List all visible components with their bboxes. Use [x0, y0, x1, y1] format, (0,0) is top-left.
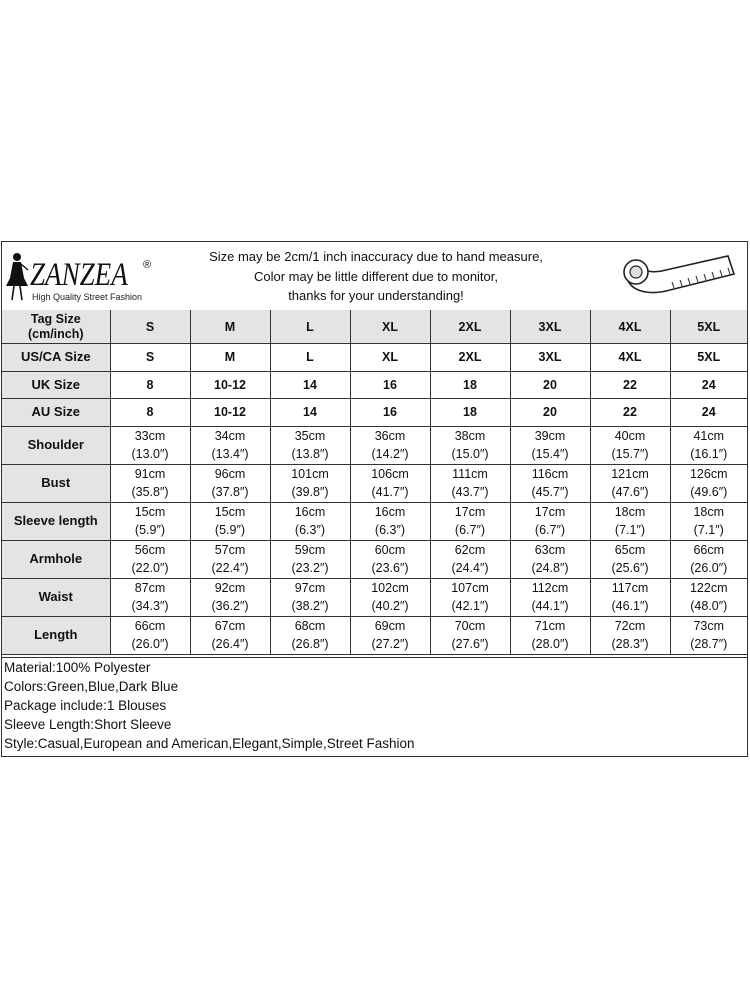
- size-cell: XL: [350, 344, 430, 372]
- measurement-cell: [670, 578, 747, 616]
- size-cell: 24: [670, 371, 747, 399]
- inch-value: (28.7″): [690, 637, 728, 651]
- measurement-cell: [350, 502, 430, 540]
- inch-value: (26.8″): [291, 637, 329, 651]
- measurement-cell: [190, 502, 270, 540]
- inch-value: (42.1″): [451, 599, 489, 613]
- registered-mark: ®: [143, 259, 152, 271]
- inch-value: (36.2″): [211, 599, 249, 613]
- measurement-cell: [430, 578, 510, 616]
- size-cell: 16: [350, 371, 430, 399]
- measurement-cell: [430, 502, 510, 540]
- size-cell: 14: [270, 371, 350, 399]
- measurement-cell: [510, 540, 590, 578]
- measurement-cell: [110, 426, 190, 464]
- cm-value: 66cm: [693, 543, 725, 557]
- measurement-cell: [110, 502, 190, 540]
- inch-value: (48.0″): [690, 599, 728, 613]
- size-cell: 2XL: [430, 310, 510, 344]
- cm-value: 67cm: [214, 619, 246, 633]
- measurement-notes: [172, 247, 580, 306]
- measurement-row: [2, 578, 747, 616]
- cm-value: 102cm: [371, 581, 409, 595]
- inch-value: (7.1″): [614, 523, 646, 537]
- cm-value: 116cm: [531, 467, 569, 481]
- size-cell: 20: [510, 371, 590, 399]
- size-cell: 18: [430, 371, 510, 399]
- size-cell: XL: [350, 310, 430, 344]
- size-cell: 22: [590, 371, 670, 399]
- inch-value: (37.8″): [211, 485, 249, 499]
- measurement-cell: [110, 578, 190, 616]
- inch-value: (15.0″): [451, 447, 489, 461]
- size-cell: 5XL: [670, 344, 747, 372]
- measurement-cell: [510, 502, 590, 540]
- size-row: [2, 310, 747, 344]
- measurement-cell: [270, 464, 350, 502]
- measurement-cell: [590, 502, 670, 540]
- inch-value: (28.0″): [531, 637, 569, 651]
- cm-value: 117cm: [611, 581, 649, 595]
- row-label: Tag Size (cm/inch): [2, 310, 110, 344]
- inch-value: (5.9″): [134, 523, 166, 537]
- spec-package: Package include:1 Blouses: [4, 698, 167, 713]
- inch-value: (22.4″): [211, 561, 249, 575]
- cm-value: 106cm: [371, 467, 409, 481]
- inch-value: (41.7″): [371, 485, 409, 499]
- measurement-cell: [670, 616, 747, 654]
- cm-value: 35cm: [294, 429, 326, 443]
- spec-sleeve-length: Sleeve Length:Short Sleeve: [4, 717, 172, 732]
- inch-value: (13.4″): [211, 447, 249, 461]
- size-cell: S: [110, 344, 190, 372]
- measurement-cell: [190, 616, 270, 654]
- measurement-cell: [270, 502, 350, 540]
- inch-value: (27.2″): [371, 637, 409, 651]
- cm-value: 111cm: [452, 467, 488, 481]
- measurement-cell: [270, 540, 350, 578]
- inch-value: (13.0″): [131, 447, 169, 461]
- inch-value: (13.8″): [291, 447, 329, 461]
- cm-value: 17cm: [534, 505, 566, 519]
- measurement-cell: [270, 578, 350, 616]
- measurement-cell: [670, 426, 747, 464]
- measurement-cell: [350, 464, 430, 502]
- inch-value: (5.9″): [214, 523, 246, 537]
- size-cell: 3XL: [510, 310, 590, 344]
- size-row: [2, 344, 747, 372]
- cm-value: 18cm: [614, 505, 646, 519]
- inch-value: (23.2″): [291, 561, 329, 575]
- cm-value: 66cm: [134, 619, 166, 633]
- row-label: AU Size: [2, 399, 110, 427]
- cm-value: 122cm: [689, 581, 728, 595]
- spec-material: Material:100% Polyester: [4, 660, 151, 675]
- fashion-figure-icon: [4, 250, 30, 302]
- measurement-cell: [270, 426, 350, 464]
- measurement-row: [2, 502, 747, 540]
- cm-value: 62cm: [454, 543, 486, 557]
- cm-value: 70cm: [454, 619, 486, 633]
- measurement-row: [2, 616, 747, 654]
- measurement-cell: [350, 616, 430, 654]
- inch-value: (34.3″): [131, 599, 169, 613]
- cm-value: 87cm: [134, 581, 166, 595]
- inch-value: (24.8″): [531, 561, 569, 575]
- cm-value: 97cm: [294, 581, 326, 595]
- cm-value: 59cm: [294, 543, 326, 557]
- inch-value: (7.1″): [693, 523, 724, 537]
- inch-value: (44.1″): [531, 599, 569, 613]
- row-label: Sleeve length: [2, 502, 110, 540]
- inch-value: (16.1″): [690, 447, 728, 461]
- measurement-cell: [590, 616, 670, 654]
- measurement-cell: [590, 464, 670, 502]
- chart-header: [2, 242, 747, 311]
- measurement-cell: [110, 616, 190, 654]
- cm-value: 40cm: [614, 429, 646, 443]
- note-line: Color may be little different due to monitor,: [254, 268, 498, 284]
- cm-value: 101cm: [291, 467, 329, 481]
- brand-tagline: High Quality Street Fashion: [32, 292, 143, 302]
- cm-value: 73cm: [693, 619, 725, 633]
- measurement-cell: [110, 540, 190, 578]
- cm-value: 39cm: [534, 429, 566, 443]
- cm-value: 72cm: [614, 619, 646, 633]
- inch-value: (45.7″): [531, 485, 569, 499]
- inch-value: (27.6″): [451, 637, 489, 651]
- measurement-cell: [670, 502, 747, 540]
- size-cell: L: [270, 310, 350, 344]
- row-label: UK Size: [2, 371, 110, 399]
- size-cell: 5XL: [670, 310, 747, 344]
- cm-value: 57cm: [214, 543, 246, 557]
- size-cell: 2XL: [430, 344, 510, 372]
- note-line: thanks for your understanding!: [288, 288, 464, 303]
- inch-value: (22.0″): [131, 561, 169, 575]
- size-cell: 20: [510, 399, 590, 427]
- measurement-cell: [190, 426, 270, 464]
- inch-value: (38.2″): [291, 599, 329, 613]
- product-specs: [2, 657, 747, 753]
- measurement-cell: [270, 616, 350, 654]
- inch-value: (6.7″): [454, 523, 486, 537]
- size-cell: 4XL: [590, 344, 670, 372]
- size-cell: 18: [430, 399, 510, 427]
- size-cell: 4XL: [590, 310, 670, 344]
- cm-value: 38cm: [454, 429, 486, 443]
- measurement-cell: [430, 540, 510, 578]
- size-cell: 8: [110, 371, 190, 399]
- size-cell: M: [190, 344, 270, 372]
- measurement-cell: [590, 578, 670, 616]
- measurement-cell: [350, 540, 430, 578]
- row-label: Shoulder: [2, 426, 110, 464]
- inch-value: (26.0″): [690, 561, 728, 575]
- measurement-cell: [510, 578, 590, 616]
- measurement-cell: [590, 540, 670, 578]
- measurement-cell: [190, 578, 270, 616]
- cm-value: 16cm: [294, 505, 326, 519]
- size-cell: 16: [350, 399, 430, 427]
- inch-value: (43.7″): [451, 485, 489, 499]
- cm-value: 63cm: [534, 543, 566, 557]
- cm-value: 18cm: [693, 505, 725, 519]
- inch-value: (15.4″): [531, 447, 569, 461]
- measurement-cell: [510, 426, 590, 464]
- cm-value: 56cm: [134, 543, 166, 557]
- size-cell: L: [270, 344, 350, 372]
- inch-value: (14.2″): [371, 447, 409, 461]
- size-cell: M: [190, 310, 270, 344]
- row-label: Waist: [2, 578, 110, 616]
- inch-value: (40.2″): [371, 599, 409, 613]
- cm-value: 41cm: [693, 429, 725, 443]
- brand-name: ZANZEA: [30, 257, 128, 293]
- cm-value: 65cm: [614, 543, 646, 557]
- measurement-cell: [190, 540, 270, 578]
- row-label: Armhole: [2, 540, 110, 578]
- cm-value: 91cm: [134, 467, 166, 481]
- cm-value: 96cm: [214, 467, 246, 481]
- inch-value: (28.3″): [611, 637, 649, 651]
- cm-value: 60cm: [374, 543, 406, 557]
- spec-style: Style:Casual,European and American,Elegant,Simple,Street Fashion: [4, 736, 415, 751]
- inch-value: (15.7″): [611, 447, 649, 461]
- size-cell: 10-12: [190, 399, 270, 427]
- measurement-cell: [430, 426, 510, 464]
- size-table: [2, 310, 747, 655]
- size-cell: 3XL: [510, 344, 590, 372]
- size-cell: 22: [590, 399, 670, 427]
- cm-value: 92cm: [214, 581, 246, 595]
- cm-value: 17cm: [454, 505, 486, 519]
- size-chart: [1, 241, 748, 757]
- measurement-cell: [430, 616, 510, 654]
- inch-value: (46.1″): [611, 599, 649, 613]
- cm-value: 71cm: [534, 619, 566, 633]
- measurement-cell: [190, 464, 270, 502]
- measurement-cell: [510, 616, 590, 654]
- measurement-cell: [350, 426, 430, 464]
- inch-value: (23.6″): [371, 561, 409, 575]
- cm-value: 121cm: [611, 467, 649, 481]
- measurement-cell: [510, 464, 590, 502]
- inch-value: (26.4″): [211, 637, 249, 651]
- measurement-cell: [670, 464, 747, 502]
- size-cell: 10-12: [190, 371, 270, 399]
- measurement-cell: [350, 578, 430, 616]
- inch-value: (6.3″): [294, 523, 326, 537]
- brand-logo: [4, 248, 164, 306]
- measurement-row: [2, 464, 747, 502]
- size-cell: 24: [670, 399, 747, 427]
- measurement-cell: [430, 464, 510, 502]
- row-label: Length: [2, 616, 110, 654]
- row-label: Bust: [2, 464, 110, 502]
- cm-value: 33cm: [134, 429, 166, 443]
- inch-value: (25.6″): [611, 561, 649, 575]
- inch-value: (49.6″): [690, 485, 728, 499]
- cm-value: 69cm: [374, 619, 406, 633]
- inch-value: (35.8″): [131, 485, 169, 499]
- measurement-row: [2, 426, 747, 464]
- measurement-cell: [590, 426, 670, 464]
- cm-value: 107cm: [451, 581, 489, 595]
- measuring-tape-icon: [616, 246, 740, 308]
- measurement-cell: [670, 540, 747, 578]
- cm-value: 68cm: [294, 619, 326, 633]
- measurement-row: [2, 540, 747, 578]
- cm-value: 34cm: [214, 429, 246, 443]
- size-row: [2, 399, 747, 427]
- cm-value: 15cm: [134, 505, 166, 519]
- cm-value: 15cm: [214, 505, 246, 519]
- cm-value: 126cm: [689, 467, 728, 481]
- inch-value: (39.8″): [291, 485, 329, 499]
- cm-value: 112cm: [531, 581, 569, 595]
- size-cell: 14: [270, 399, 350, 427]
- row-label: US/CA Size: [2, 344, 110, 372]
- note-line: Size may be 2cm/1 inch inaccuracy due to hand measure,: [209, 249, 543, 264]
- size-cell: S: [110, 310, 190, 344]
- spec-colors: Colors:Green,Blue,Dark Blue: [4, 679, 179, 694]
- size-cell: 8: [110, 399, 190, 427]
- inch-value: (6.7″): [534, 523, 566, 537]
- cm-value: 36cm: [374, 429, 406, 443]
- cm-value: 16cm: [374, 505, 406, 519]
- size-row: [2, 371, 747, 399]
- measurement-cell: [110, 464, 190, 502]
- inch-value: (26.0″): [131, 637, 169, 651]
- inch-value: (6.3″): [374, 523, 406, 537]
- inch-value: (24.4″): [451, 561, 489, 575]
- inch-value: (47.6″): [611, 485, 649, 499]
